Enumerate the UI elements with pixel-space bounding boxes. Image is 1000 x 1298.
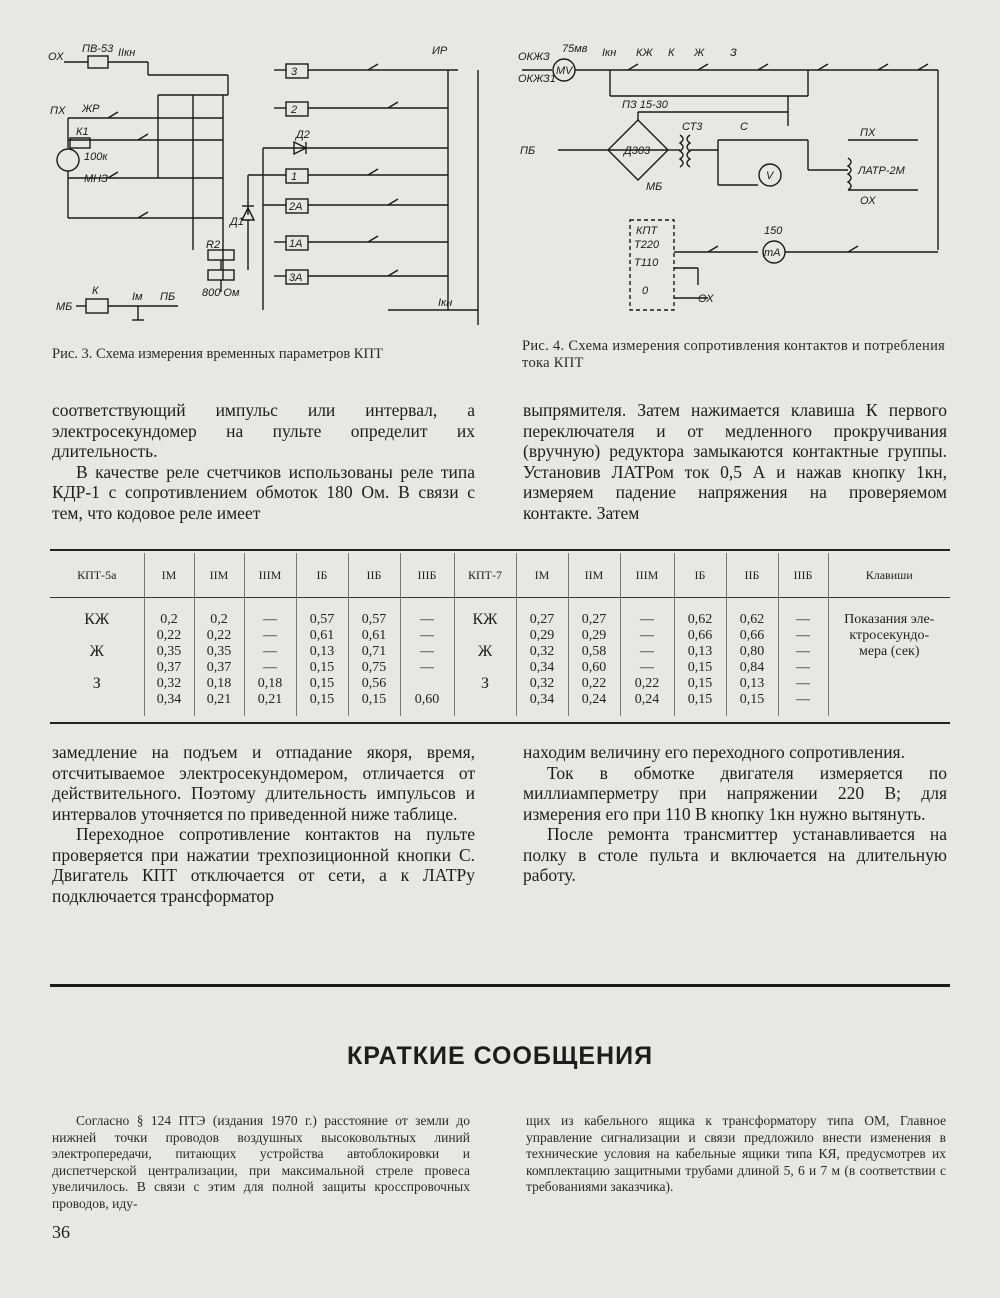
table-header: IМ xyxy=(144,553,194,598)
table-header: IIIБ xyxy=(778,553,828,598)
body-top-left-p2: В качестве реле счетчиков использованы реле типа КДР-1 с сопротивлением обмоток 180 Ом. В связи с тем, что кодовое реле имеет xyxy=(52,461,475,523)
fig4-label-okkz: ОКЖЗ xyxy=(518,51,550,63)
table-cell-value xyxy=(52,628,142,644)
body-top-right xyxy=(523,400,947,523)
table-cell-value: 0,32 xyxy=(529,644,555,659)
fig3-label-px: ПХ xyxy=(50,105,66,117)
table-header: IIIМ xyxy=(620,553,674,598)
table-cell-value: 0,22 xyxy=(581,676,607,691)
timing-table xyxy=(50,553,950,716)
table-cell-value: — xyxy=(796,612,810,627)
table-cell-value: 0,18 xyxy=(206,676,232,691)
fig4-label-ma150: 150 xyxy=(764,225,783,237)
fig4-label-px: ПХ xyxy=(860,127,876,139)
table-cell-value: 0,37 xyxy=(206,660,232,675)
table-cell-value: З xyxy=(92,675,101,692)
fig4-label-ox2: ОХ xyxy=(698,293,714,305)
table-cell-value: 0,35 xyxy=(206,644,232,659)
table-cell-value: 0,15 xyxy=(687,692,713,707)
table-header: IIIБ xyxy=(400,553,454,598)
table-cell-value: КЖ xyxy=(472,611,498,628)
table-cell-value: — xyxy=(420,612,434,627)
table-cell-value: 0,27 xyxy=(581,612,607,627)
section-right-text: щих из кабельного ящика к трансформатору типа ОМ, Главное управление сигнализации и связи предложило внести изменения в технические условия на кабельные ящики типа КЯ, предусмотрев их комплектацию защитными трубами длиной 5, 6 и 7 м (в соответствии с требованиями заказчика). xyxy=(526,1113,946,1194)
figure-3-schematic xyxy=(48,40,488,332)
table-cell-value: — xyxy=(263,644,277,659)
table-cell-value: — xyxy=(263,628,277,643)
table-cell xyxy=(348,598,400,717)
table-cell-value: — xyxy=(640,644,654,659)
table-cell-value: 0,13 xyxy=(687,644,713,659)
fig4-label-pb: ПБ xyxy=(520,145,536,157)
table-cell-value: 0,21 xyxy=(206,692,232,707)
fig4-label-mv75: 75мв xyxy=(562,43,588,55)
table-cell-value: 0,2 xyxy=(160,612,178,627)
table-cell xyxy=(50,598,144,717)
figure-3 xyxy=(48,40,488,332)
table-note xyxy=(828,598,950,717)
table-cell-value: 0,60 xyxy=(581,660,607,675)
table-cell-value: 0,61 xyxy=(309,628,335,643)
table-bottom-rule xyxy=(50,722,950,724)
table-cell-value: — xyxy=(263,612,277,627)
section-left-column xyxy=(52,1113,470,1212)
table-cell-value: 0,66 xyxy=(687,628,713,643)
table-cell-value: 0,57 xyxy=(309,612,335,627)
fig3-label-three-a: 3А xyxy=(289,272,303,284)
fig3-label-mb: МБ xyxy=(56,301,73,313)
table-cell-value: 0,80 xyxy=(739,644,765,659)
table-cell-value: 0,15 xyxy=(309,676,335,691)
table-cell-value: 0,37 xyxy=(156,660,182,675)
table-cell-value: — xyxy=(420,660,434,675)
table-cell-value: 0,35 xyxy=(156,644,182,659)
fig3-label-zhr: ЖР xyxy=(82,103,100,115)
body-top-right-p1: выпрямителя. Затем нажимается клавиша К первого переключателя и от медленного прокручивания (вручную) редуктора замыкаются контактные группы. Установив ЛАТРом ток 0,5 А и нажав кнопку 1кн, измеряем падение напряжения на проверяемом контакте. Затем xyxy=(523,400,947,523)
table-header: IМ xyxy=(516,553,568,598)
fig4-label-ct3: СТ3 xyxy=(682,121,703,133)
table-cell-value: — xyxy=(263,660,277,675)
fig4-label-z: З xyxy=(730,47,737,59)
fig3-label-one-a: 1А xyxy=(289,238,303,250)
table-cell-value xyxy=(403,676,452,692)
table-cell-value: 0,15 xyxy=(361,692,387,707)
table-note-line: Показания эле- xyxy=(844,612,935,627)
table-cell-value: 0,15 xyxy=(309,660,335,675)
figure-3-caption: Рис. 3. Схема измерения временных параметров КПТ xyxy=(52,346,383,362)
page-number: 36 xyxy=(52,1222,70,1242)
table-cell-value: 0,62 xyxy=(739,612,765,627)
fig4-label-t110: Т110 xyxy=(634,257,659,269)
table-cell xyxy=(400,598,454,717)
table-cell-value: 0,22 xyxy=(206,628,232,643)
table-cell-value: — xyxy=(796,644,810,659)
body-bottom-right-p1: находим величину его переходного сопротивления. xyxy=(523,742,905,762)
table-cell-value: 0,15 xyxy=(309,692,335,707)
body-bottom-right-p2: Ток в обмотке двигателя измеряется по миллиамперметру при напряжении 220 В; для измерения его при 110 В кнопку 1кн нужно вытянуть. xyxy=(523,762,947,824)
table-note-line: ктросекундо- xyxy=(849,628,930,643)
fig4-label-kpt: КПТ xyxy=(636,225,658,237)
fig3-label-one: 1 xyxy=(291,171,298,183)
table-cell-value: 0,22 xyxy=(634,676,660,691)
fig4-label-zero: 0 xyxy=(642,285,649,297)
table-top-rule xyxy=(50,549,950,551)
table-header: КПТ-5а xyxy=(50,553,144,598)
table-cell-value: 0,71 xyxy=(361,644,387,659)
fig4-label-latr: ЛАТР-2М xyxy=(858,165,905,177)
fig4-label-pz: ПЗ 15-30 xyxy=(622,99,668,111)
section-divider xyxy=(50,984,950,987)
fig4-label-ikn: Iкн xyxy=(602,47,617,59)
table-header: IIIМ xyxy=(244,553,296,598)
table-cell-value: 0,32 xyxy=(156,676,182,691)
table-cell-value: 0,32 xyxy=(529,676,555,691)
table-cell-value: — xyxy=(796,676,810,691)
table-cell xyxy=(778,598,828,717)
fig3-label-pv53: ПВ-53 xyxy=(82,43,114,55)
table-cell xyxy=(296,598,348,717)
table-cell-value: 0,34 xyxy=(156,692,182,707)
table-cell-value xyxy=(457,628,514,644)
fig3-label-k: К xyxy=(92,285,99,297)
fig4-label-ma: mA xyxy=(764,247,781,259)
table-header: IIМ xyxy=(194,553,244,598)
fig4-label-mb: МБ xyxy=(646,181,663,193)
section-title: КРАТКИЕ СООБЩЕНИЯ xyxy=(346,1042,654,1070)
table-cell-value: — xyxy=(796,628,810,643)
figure-4-schematic xyxy=(518,40,948,330)
table-cell-value: — xyxy=(640,612,654,627)
table-cell-value: 0,24 xyxy=(634,692,660,707)
fig3-label-r100k: 100к xyxy=(84,151,108,163)
table-cell-value: — xyxy=(796,692,810,707)
table-cell-value: 0,61 xyxy=(361,628,387,643)
table-cell-value: — xyxy=(420,628,434,643)
table-cell-value: 0,29 xyxy=(529,628,555,643)
table-cell-value xyxy=(52,660,142,676)
table-cell-value: З xyxy=(480,675,489,692)
table-header: IIМ xyxy=(568,553,620,598)
fig3-label-ox: ОХ xyxy=(48,51,64,63)
table-cell xyxy=(144,598,194,717)
table-cell-value: 0,22 xyxy=(156,628,182,643)
fig4-label-kzh: КЖ xyxy=(636,47,653,59)
table-cell-value: 0,58 xyxy=(581,644,607,659)
fig4-label-d303: Д303 xyxy=(624,145,651,157)
table-cell-value: 0,18 xyxy=(257,676,283,691)
fig3-label-kn2: IIкн xyxy=(118,47,136,59)
body-top-left xyxy=(52,400,475,523)
table-cell-value: 0,13 xyxy=(739,676,765,691)
table-header: КПТ-7 xyxy=(454,553,516,598)
table-cell-value: — xyxy=(796,660,810,675)
fig3-label-two: 2 xyxy=(291,104,298,116)
fig3-label-three: 3 xyxy=(291,66,298,78)
fig3-label-kn1: Iкн xyxy=(438,297,453,309)
fig3-label-ir: ИР xyxy=(432,45,448,57)
table-cell-value: 0,57 xyxy=(361,612,387,627)
table-cell-value xyxy=(457,692,514,708)
table-cell-value: 0,15 xyxy=(687,676,713,691)
section-right-column xyxy=(526,1113,946,1196)
table-note-line: мера (сек) xyxy=(858,644,920,659)
table-cell-value: Ж xyxy=(477,643,493,660)
fig3-label-k1: К1 xyxy=(76,126,89,138)
fig3-label-d1: Д1 xyxy=(230,216,244,228)
figure-4-caption: Рис. 4. Схема измерения сопротивления контактов и потребления тока КПТ xyxy=(522,338,946,371)
fig4-label-mv: MV xyxy=(556,65,573,77)
table-cell xyxy=(568,598,620,717)
fig3-label-pb: ПБ xyxy=(160,291,176,303)
fig3-label-two-a: 2А xyxy=(289,201,303,213)
table-cell-value: 0,24 xyxy=(581,692,607,707)
table-cell-value xyxy=(457,660,514,676)
fig4-label-okzhz1: ОКЖЗ1 xyxy=(518,73,556,85)
table-cell xyxy=(674,598,726,717)
fig4-label-k: К xyxy=(668,47,675,59)
table-header: IIБ xyxy=(348,553,400,598)
table-cell-value: 0,29 xyxy=(581,628,607,643)
body-top-left-p1: соответствующий импульс или интервал, а электросекундомер на пульте определит их длительность. xyxy=(52,400,475,461)
fig4-label-t220: Т220 xyxy=(634,239,660,251)
table-cell-value: 0,75 xyxy=(361,660,387,675)
table-row xyxy=(50,598,950,717)
fig3-label-r2: R2 xyxy=(206,239,221,251)
table-cell-value: — xyxy=(640,660,654,675)
table-cell-value: КЖ xyxy=(84,611,110,628)
table-header: IБ xyxy=(296,553,348,598)
table-header: IБ xyxy=(674,553,726,598)
table-cell-value: 0,15 xyxy=(739,692,765,707)
table-header: Клавиши xyxy=(865,567,913,582)
body-bottom-left-p1: замедление на подъем и отпадание якоря, время, отсчитываемое электросекундомером, отличается от действительного. Поэтому длительность импульсов и интервалов уточняется по приведенной ниже таблице. xyxy=(52,742,475,824)
table-cell-value: — xyxy=(640,628,654,643)
fig3-label-r800: 800 Ом xyxy=(202,287,240,299)
table-cell-value: Ж xyxy=(89,643,104,660)
fig4-label-c: С xyxy=(740,121,748,133)
table-cell-value: 0,13 xyxy=(309,644,335,659)
table-cell-value: 0,56 xyxy=(361,676,387,691)
fig4-label-zh: Ж xyxy=(694,47,705,59)
table-cell-value: 0,2 xyxy=(210,612,228,627)
figure-4 xyxy=(518,40,948,330)
section-left-text: Согласно § 124 ПТЭ (издания 1970 г.) расстояние от земли до нижней точки проводов воздушных высоковольтных линий электропередачи, питающих устройства автоблокировки и диспетчерской централизации, при максимальной стреле провеса увеличилось. В связи с этим для полной защиты кросспровочных проводов, иду- xyxy=(52,1113,470,1211)
table-cell xyxy=(194,598,244,717)
body-bottom-left-p2: Переходное сопротивление контактов на пульте проверяется при нажатии трехпозиционной кнопки С. Двигатель КПТ отключается от сети, а к ЛАТРу подключается трансформатор xyxy=(52,824,475,906)
table-cell-value xyxy=(52,692,142,708)
table-cell-value: 0,15 xyxy=(687,660,713,675)
body-bottom-right-p3: После ремонта трансмиттер устанавливается на полку в столе пульта и включается на длительную работу. xyxy=(523,824,947,885)
table-cell xyxy=(620,598,674,717)
table-cell-value: 0,62 xyxy=(687,612,713,627)
table-cell-value: 0,66 xyxy=(739,628,765,643)
table-cell xyxy=(726,598,778,717)
table-cell-value: 0,27 xyxy=(529,612,555,627)
body-bottom-left xyxy=(52,742,475,906)
table-cell xyxy=(244,598,296,717)
table-cell xyxy=(454,598,516,717)
table-cell-value: — xyxy=(420,644,434,659)
table-cell-value: 0,84 xyxy=(739,660,765,675)
fig4-label-ox: ОХ xyxy=(860,195,876,207)
table-cell-value: 0,34 xyxy=(529,660,555,675)
table-cell-value: 0,34 xyxy=(529,692,555,707)
table-header: IIБ xyxy=(726,553,778,598)
fig3-label-mnz: МНЗ xyxy=(84,173,108,185)
table-cell-value: 0,60 xyxy=(414,692,440,707)
table-cell-value: 0,21 xyxy=(257,692,283,707)
fig3-label-im: Iм xyxy=(132,291,143,303)
table-cell xyxy=(516,598,568,717)
fig3-label-d2: Д2 xyxy=(296,129,310,141)
body-bottom-right xyxy=(523,742,947,886)
fig4-label-v: V xyxy=(766,170,774,182)
table-header-row xyxy=(50,553,950,598)
